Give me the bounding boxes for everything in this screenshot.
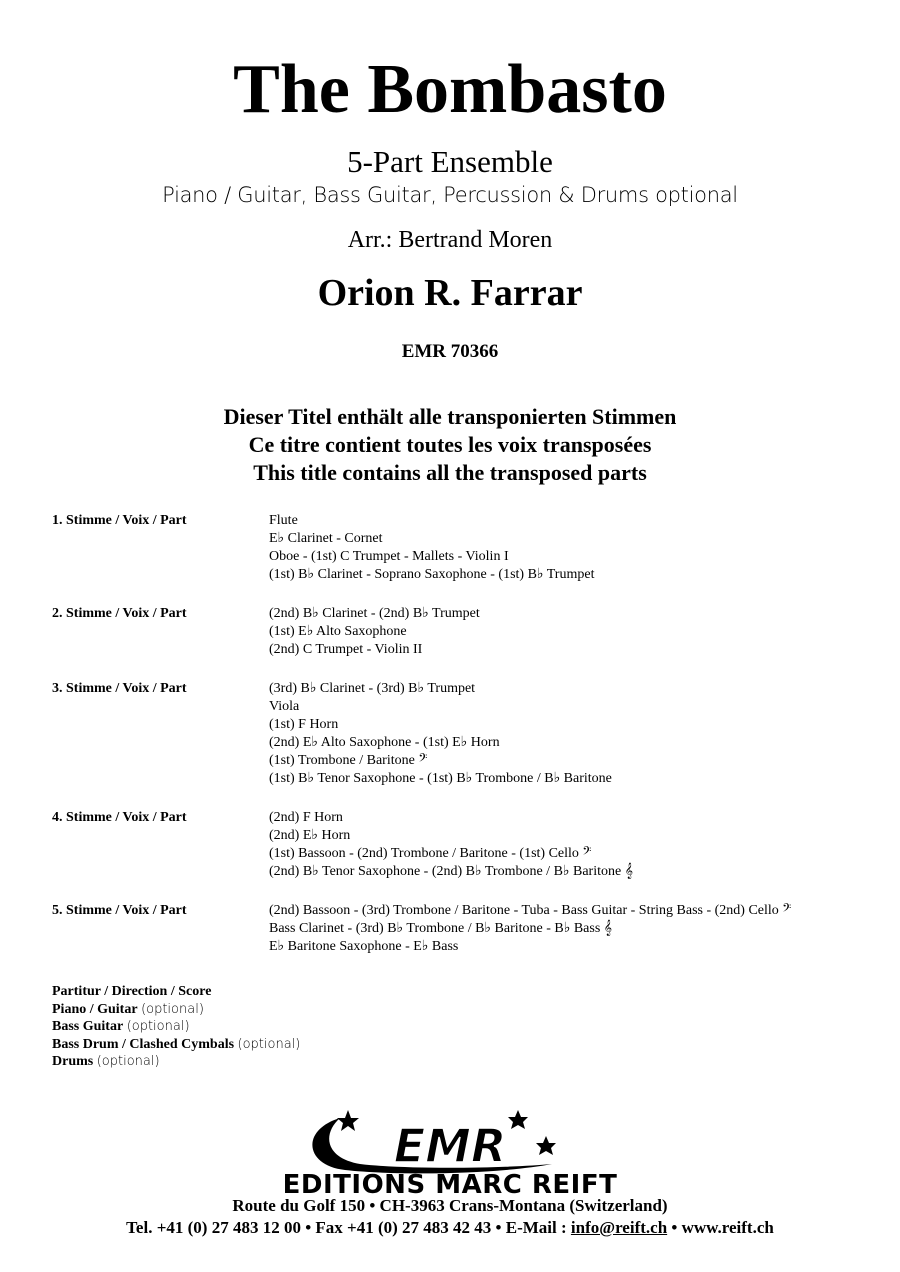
part-label: 3. Stimme / Voix / Part	[52, 681, 187, 696]
instrument-line: E♭ Clarinet - Cornet	[269, 531, 383, 546]
part-4	[52, 809, 872, 881]
optional-note: (optional)	[141, 1001, 204, 1017]
extra-label: Bass Drum / Clashed Cymbals	[52, 1036, 235, 1052]
part-label: 1. Stimme / Voix / Part	[52, 513, 187, 528]
contact-phone-fax: Tel. +41 (0) 27 483 12 00 • Fax +41 (0) 27 483 42 43 • E-Mail :	[126, 1218, 571, 1237]
arranger: Arr.: Bertrand Moren	[347, 227, 553, 253]
part-3	[52, 680, 872, 788]
composer: Orion R. Farrar	[317, 272, 583, 314]
publisher-address: Route du Golf 150 • CH-3963 Crans-Montana (Switzerland)	[232, 1196, 668, 1215]
instrument-line: (2nd) C Trumpet - Violin II	[269, 642, 423, 657]
optional-note: (optional)	[237, 1036, 301, 1052]
instrument-line: (1st) F Horn	[269, 717, 339, 732]
parts-list	[52, 512, 872, 977]
instrument-line: Flute	[269, 513, 298, 528]
part-label: 4. Stimme / Voix / Part	[52, 810, 187, 825]
notice-english: This title contains all the transposed parts	[253, 460, 647, 485]
additional-parts	[52, 983, 300, 1071]
extra-label: Piano / Guitar	[52, 1001, 138, 1017]
contact-website[interactable]: • www.reift.ch	[667, 1218, 774, 1237]
instrument-line: (2nd) E♭ Alto Saxophone - (1st) E♭ Horn	[269, 735, 500, 750]
instrument-line: Oboe - (1st) C Trumpet - Mallets - Violin I	[269, 549, 509, 564]
part-instruments	[269, 809, 872, 881]
ensemble-type: 5-Part Ensemble	[347, 144, 553, 179]
instrument-line: (2nd) Bassoon - (3rd) Trombone / Baritone - Tuba - Bass Guitar - String Bass - (2nd) Cello 𝄢	[269, 903, 792, 918]
instrumentation-note: Piano / Guitar, Bass Guitar, Percussion & Drums optional	[162, 183, 738, 207]
instrument-line: (1st) B♭ Tenor Saxophone - (1st) B♭ Trombone / B♭ Baritone	[269, 771, 612, 786]
extra-label: Partitur / Direction / Score	[52, 984, 212, 999]
instrument-line: (1st) Bassoon - (2nd) Trombone / Baritone - (1st) Cello 𝄢	[269, 846, 592, 861]
part-label: 2. Stimme / Voix / Part	[52, 606, 187, 621]
instrument-line: (1st) Trombone / Baritone 𝄢	[269, 753, 428, 768]
extra-label: Drums	[52, 1054, 94, 1069]
extra-bass-guitar	[52, 1018, 300, 1036]
optional-note: (optional)	[96, 1054, 160, 1069]
publisher-name: EDITIONS MARC REIFT	[282, 1170, 618, 1200]
part-5	[52, 902, 872, 956]
instrument-line: (2nd) E♭ Horn	[269, 828, 351, 843]
instrument-line: Viola	[269, 699, 300, 714]
instrument-line: (1st) E♭ Alto Saxophone	[269, 624, 407, 639]
instrument-line: (2nd) B♭ Tenor Saxophone - (2nd) B♭ Trombone / B♭ Baritone 𝄞	[269, 864, 633, 879]
instrument-line: E♭ Baritone Saxophone - E♭ Bass	[269, 939, 459, 954]
extra-piano	[52, 1001, 300, 1019]
logo-text: EMR	[393, 1119, 507, 1173]
piece-title: The Bombasto	[233, 51, 667, 128]
extra-label: Bass Guitar	[52, 1019, 124, 1034]
part-1	[52, 512, 872, 584]
part-instruments	[269, 605, 872, 659]
part-instruments	[269, 512, 872, 584]
instrument-line: Bass Clarinet - (3rd) B♭ Trombone / B♭ Baritone - B♭ Bass 𝄞	[269, 921, 613, 936]
transposed-parts-notice	[0, 403, 900, 487]
extra-bass-drum	[52, 1036, 300, 1054]
instrument-line: (2nd) B♭ Clarinet - (2nd) B♭ Trumpet	[269, 606, 480, 621]
email-link[interactable]: info@reift.ch	[570, 1218, 668, 1237]
instrument-line: (1st) B♭ Clarinet - Soprano Saxophone - (1st) B♭ Trumpet	[269, 567, 595, 582]
part-2	[52, 605, 872, 659]
notice-german: Dieser Titel enthält alle transponierten Stimmen	[223, 404, 677, 429]
notice-french: Ce titre contient toutes les voix transposées	[248, 432, 652, 457]
publisher-contact	[0, 1218, 900, 1238]
extra-score	[52, 983, 300, 1001]
part-instruments	[269, 902, 872, 956]
optional-note: (optional)	[126, 1019, 190, 1034]
catalog-number: EMR 70366	[401, 341, 499, 362]
extra-drums	[52, 1053, 300, 1071]
part-instruments	[269, 680, 872, 788]
instrument-line: (3rd) B♭ Clarinet - (3rd) B♭ Trumpet	[269, 681, 476, 696]
instrument-line: (2nd) F Horn	[269, 810, 343, 825]
part-label: 5. Stimme / Voix / Part	[52, 903, 187, 918]
